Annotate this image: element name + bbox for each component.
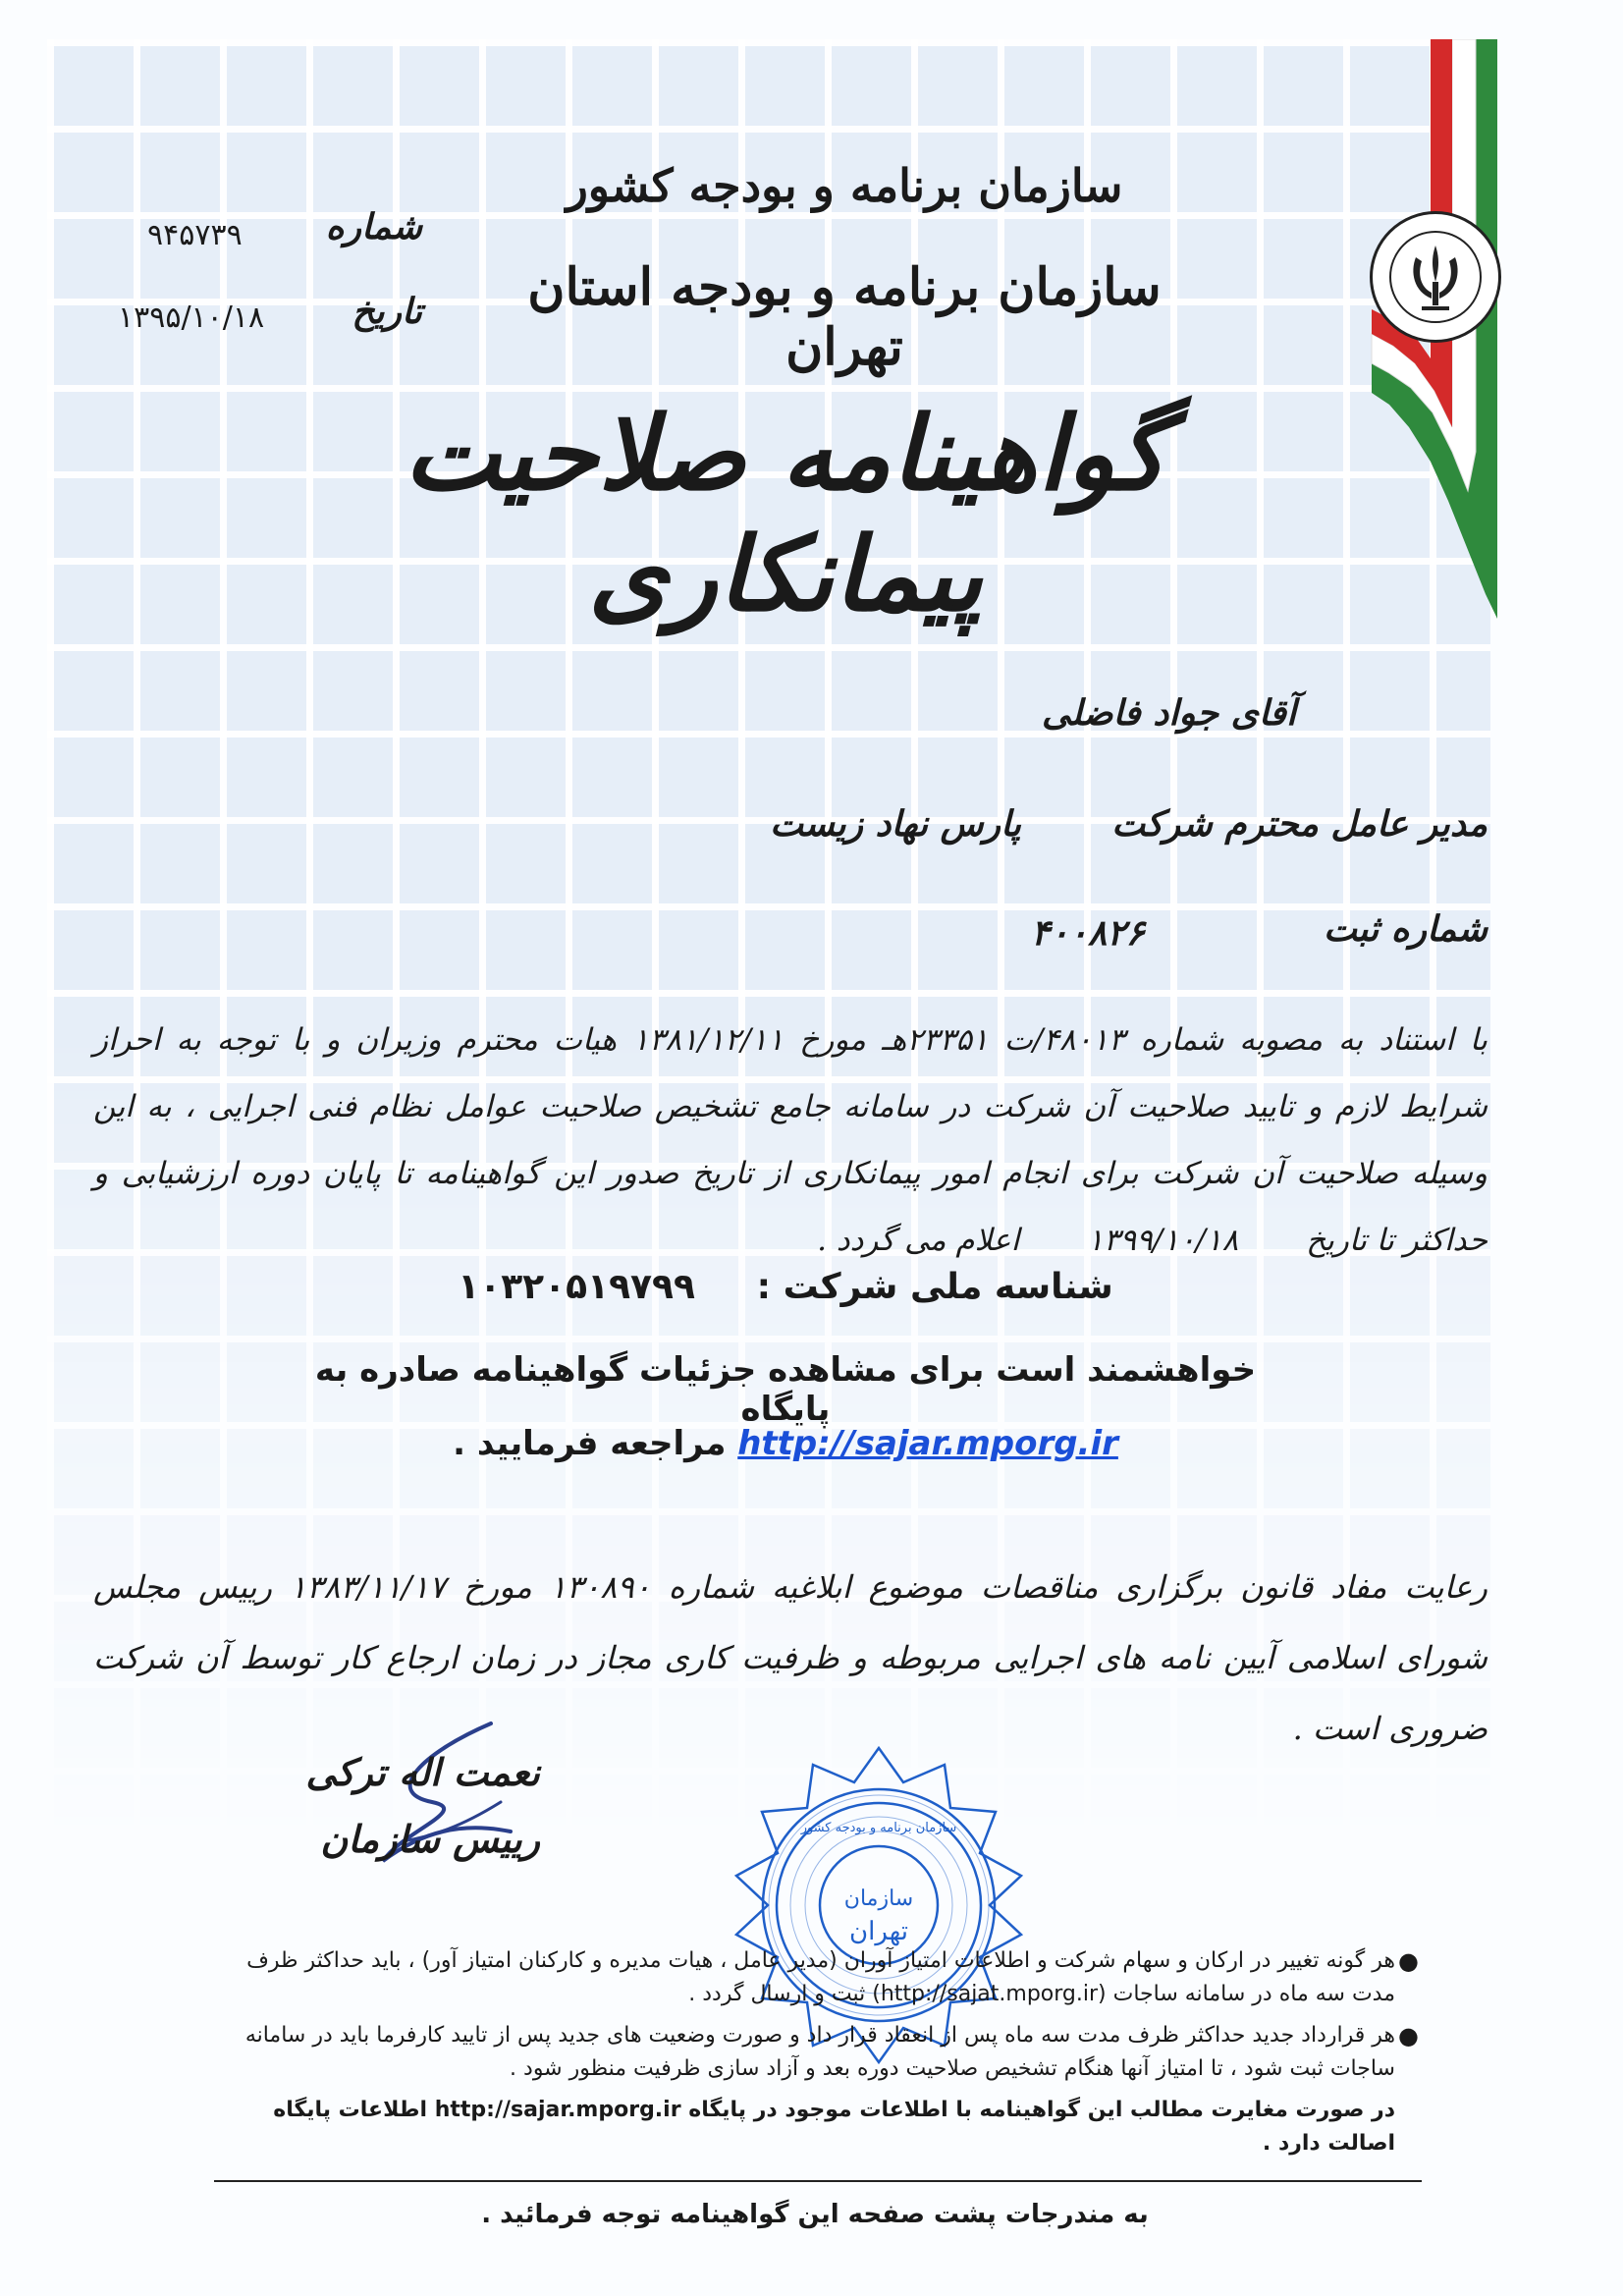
number-value: ۹۴۵۷۳۹ <box>147 218 243 252</box>
national-id-label: شناسه ملی شرکت : <box>756 1267 1113 1307</box>
date-label: تاریخ <box>352 291 422 332</box>
seal-top-text: سازمان برنامه و بودجه کشور <box>800 1821 957 1835</box>
national-id-value: ۱۰۳۲۰۵۱۹۷۹۹ <box>458 1267 695 1307</box>
date-value: ۱۳۹۵/۱۰/۱۸ <box>118 301 265 335</box>
national-id-line <box>344 1267 1227 1307</box>
bullet-icon: ● <box>1398 2022 1419 2050</box>
portal-link[interactable]: http://sajar.mporg.ir <box>737 1424 1118 1463</box>
note-strong: در صورت مغایرت مطالب این گواهینامه با اطلاعات موجود در پایگاه http://sajar.mporg.ir اطلاعات پایگاه اصالت دارد . <box>273 2098 1395 2156</box>
number-label: شماره <box>325 206 422 247</box>
note-item <box>216 2019 1419 2086</box>
registration-value: ۴۰۰۸۲۶ <box>1031 913 1146 954</box>
registration-label: شماره ثبت <box>1324 908 1488 950</box>
signatory-role: رییس سازمان <box>320 1817 540 1861</box>
certificate-title: گواهینامه صلاحیت پیمانکاری <box>404 393 1167 634</box>
approval-text: با استناد به مصوبه شماره ۴۸۰۱۳/ت ۲۳۳۵۱هـ مورخ ۱۳۸۱/۱۲/۱۱ هیات محترم وزیران و با توجه به احراز شرایط لازم و تایید صلاحیت آن شرکت در سامانه جامع تشخیص صلاحیت عوامل نظام فنی اجرایی ، به این وسیله صلاحیت آن شرکت برای انجام امور پیمانکاری از تاریخ صدور این گواهینامه تا پایان دوره ارزشیابی و حداکثر تا تاریخ <box>93 1022 1488 1258</box>
divider-line <box>214 2180 1422 2182</box>
org-name-national: سازمان برنامه و بودجه کشور <box>566 159 1123 212</box>
note-text: هر گونه تغییر در ارکان و سهام شرکت و اطلاعات امتیاز آوران (مدیر عامل ، هیات مدیره و کارکنان امتیاز آور) ، باید حداکثر ظرف مدت سه ماه در سامانه ساجات (http://sajat.mporg.ir) ثبت و ارسال گردد . <box>246 1948 1395 2006</box>
recipient-salutation: آقای جواد فاضلی <box>1042 692 1296 734</box>
regulation-paragraph: رعایت مفاد قانون برگزاری مناقصات موضوع ابلاغیه شماره ۱۳۰۸۹۰ مورخ ۱۳۸۳/۱۱/۱۷ رییس مجلس شورای اسلامی آیین نامه های اجرایی مربوطه و ظرفیت کاری مجاز در زمان ارجاع کار توسط آن شرکت ضروری است . <box>93 1568 1488 1747</box>
seal-center-text: سازمان <box>843 1886 914 1911</box>
approval-text-end: اعلام می گردد . <box>817 1223 1020 1258</box>
expiry-date: ۱۳۹۹/۱۰/۱۸ <box>1087 1223 1239 1258</box>
portal-line-end: مراجعه فرمایید . <box>453 1424 727 1463</box>
portal-line-1: خواهشمند است برای مشاهده جزئیات گواهینامه صادره به پایگاه <box>314 1350 1257 1429</box>
org-name-province: سازمان برنامه و بودجه استان تهران <box>527 257 1162 377</box>
approval-paragraph <box>93 1007 1488 1274</box>
bullet-icon: ● <box>1398 1947 1419 1975</box>
iran-emblem-icon <box>1370 211 1501 343</box>
notes-section <box>216 1944 1419 2168</box>
position-label: مدیر عامل محترم شرکت <box>1111 803 1488 845</box>
portal-line-2 <box>344 1424 1227 1463</box>
footer-note: به مندرجات پشت صفحه این گواهینامه توجه فرمائید . <box>481 2200 1149 2229</box>
company-name: پارس نهاد زیست <box>770 803 1021 845</box>
note-item <box>216 1944 1419 2011</box>
note-text: هر قرارداد جدید حداکثر ظرف مدت سه ماه پس از انعقاد قرار داد و صورت وضعیت های جدید پس از تایید کارفرما باید در سامانه ساجات ثبت شود ، تا امتیاز آنها هنگام تشخیص صلاحیت دوره بعد و آزاد سازی ظرفیت منظور شود . <box>244 2023 1395 2081</box>
seal-bottom-text: تهران <box>849 1917 908 1946</box>
signatory-name: نعمت اله ترکی <box>305 1750 540 1794</box>
